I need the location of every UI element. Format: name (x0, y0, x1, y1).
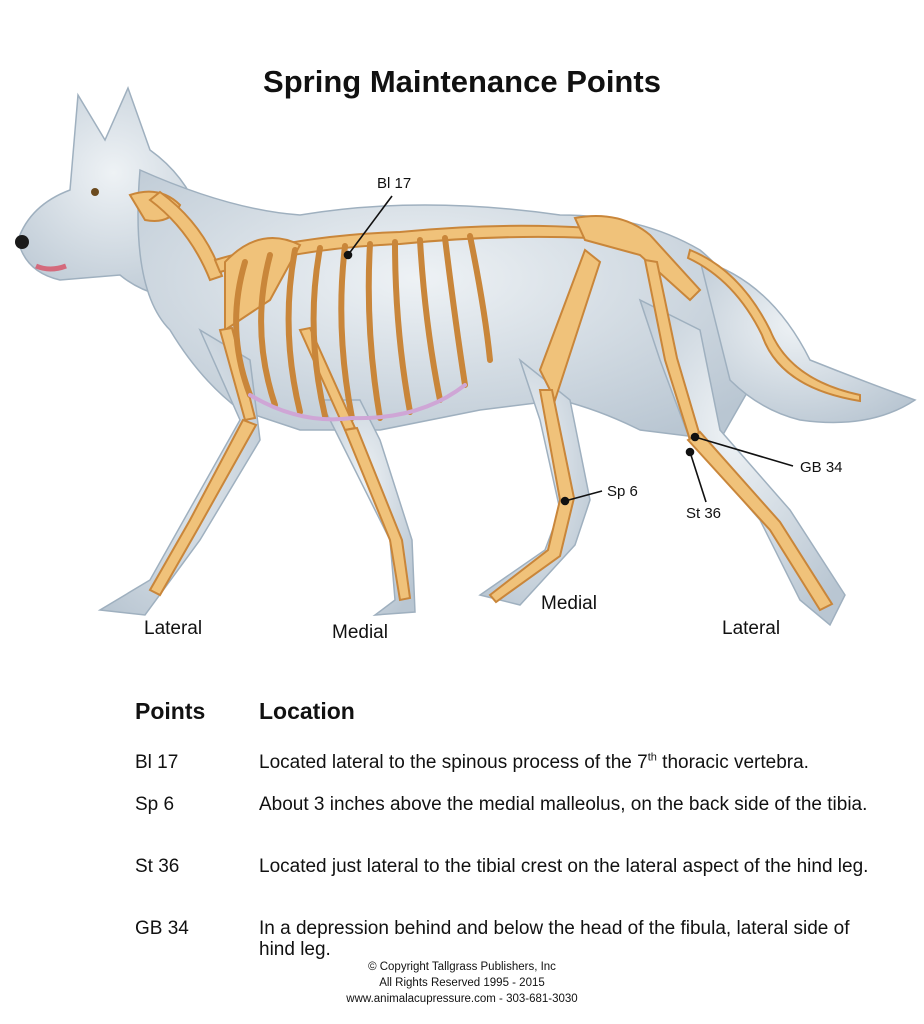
view-label-front-medial: Medial (332, 622, 388, 643)
row-point-gb34: GB 34 (135, 918, 189, 939)
table-header-location: Location (259, 698, 355, 724)
label-st36: St 36 (686, 505, 722, 522)
bl17-point (345, 252, 352, 259)
label-gb34: GB 34 (800, 459, 843, 476)
view-label-front-lateral: Lateral (144, 618, 203, 639)
row-point-sp6: Sp 6 (135, 794, 175, 815)
eye (91, 188, 99, 196)
dog-skeleton-illustration (0, 80, 924, 650)
sp6-point (562, 498, 569, 505)
footer-copyright: © Copyright Tallgrass Publishers, Inc (368, 961, 556, 973)
row-desc-gb34: In a depression behind and below the head of the fibula, lateral side of hind leg. (259, 918, 850, 960)
footer-website: www.animalacupressure.com - 303-681-3030 (346, 993, 578, 1005)
view-label-hind-lateral: Lateral (722, 618, 781, 639)
row-desc-bl17: Located lateral to the spinous process of the 7th thoracic vertebra. (259, 751, 809, 773)
label-bl17: Bl 17 (377, 175, 412, 192)
gb34-point (692, 434, 699, 441)
row-point-st36: St 36 (135, 856, 180, 877)
table-header-points: Points (135, 698, 206, 724)
row-desc-sp6: About 3 inches above the medial malleolus, on the back side of the tibia. (259, 794, 868, 815)
nose (15, 235, 29, 249)
row-point-bl17: Bl 17 (135, 752, 179, 773)
row-desc-st36: Located just lateral to the tibial crest on the lateral aspect of the hind leg. (259, 856, 869, 877)
page-title: Spring Maintenance Points (263, 64, 661, 99)
footer-rights: All Rights Reserved 1995 - 2015 (379, 977, 545, 989)
view-label-hind-medial: Medial (541, 593, 597, 614)
label-sp6: Sp 6 (607, 483, 638, 500)
st36-point (687, 449, 694, 456)
